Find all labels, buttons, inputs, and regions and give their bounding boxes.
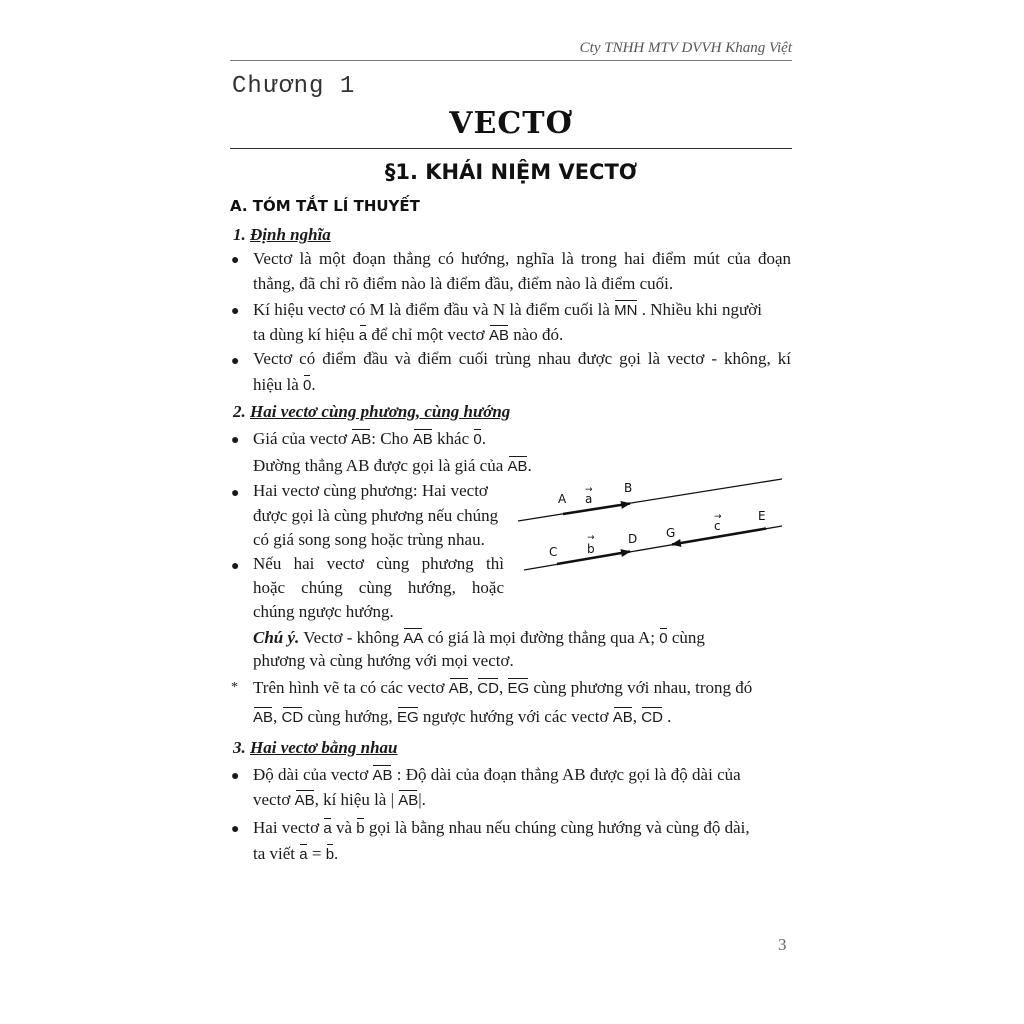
subsection-1-heading: 1. Định nghĩa <box>233 225 331 244</box>
s2-note-line2: phương và cùng hướng với mọi vectơ. <box>253 651 514 670</box>
vector-a: a <box>359 324 367 344</box>
vector-label-c: c <box>714 519 721 533</box>
vector-AB: AB <box>398 789 418 809</box>
vector-label-a: a <box>585 492 593 506</box>
vector-AB: AB <box>489 324 509 344</box>
point-label-G: G <box>666 526 676 540</box>
subsection-2-heading: 2. Hai vectơ cùng phương, cùng hướng <box>233 402 511 421</box>
vector-AA: AA <box>403 627 423 647</box>
section-title: §1. KHÁI NIỆM VECTƠ <box>384 160 638 184</box>
s1-bullet3-line1: Vectơ có điểm đầu và điểm cuối trùng nhau được gọi là vectơ - không, kí <box>253 349 791 368</box>
bullet-icon: ● <box>231 822 240 837</box>
point-label-B: B <box>624 481 633 495</box>
s2-star-line2: AB, CD cùng hướng, EG ngược hướng với các vectơ AB, CD . <box>253 707 672 726</box>
s2-star-line1: Trên hình vẽ ta có các vectơ AB, CD, EG cùng phương với nhau, trong đó <box>253 678 753 697</box>
point-label-D: D <box>628 532 638 546</box>
vector-label-b: b <box>587 542 595 556</box>
vector-b: b <box>326 843 334 863</box>
vector-zero: 0 <box>659 627 667 647</box>
bullet-icon: ● <box>231 253 240 268</box>
vector-b: b <box>356 817 364 837</box>
vector-AB: AB <box>449 677 469 697</box>
vector-AB-arrow <box>563 504 630 515</box>
s3-bullet1-line1: Độ dài của vectơ AB : Độ dài của đoạn thẳng AB được gọi là độ dài của <box>253 765 741 784</box>
point-label-A: A <box>558 492 567 506</box>
vector-a: a <box>299 843 307 863</box>
s2-note-line1: Chú ý. Vectơ - không AA có giá là mọi đường thẳng qua A; 0 cùng <box>253 628 705 647</box>
vector-arrow-icon: → <box>714 512 722 522</box>
bullet-icon: ● <box>231 769 240 784</box>
bullet-icon: ● <box>231 486 240 501</box>
bullet-icon: ● <box>231 433 240 448</box>
vector-AB: AB <box>508 455 528 475</box>
running-header: Cty TNHH MTV DVVH Khang Việt <box>579 40 792 56</box>
vector-AB: AB <box>253 706 273 726</box>
s3-bullet2-line1: Hai vectơ a và b gọi là bằng nhau nếu chúng cùng hướng và cùng độ dài, <box>253 818 750 837</box>
s1-bullet2-line2: ta dùng kí hiệu a để chỉ một vectơ AB nào đó. <box>253 325 564 344</box>
asterisk-marker: * <box>231 680 238 695</box>
title-divider <box>230 148 792 149</box>
chapter-title: VECTƠ <box>449 106 573 141</box>
vector-EG: EG <box>507 677 529 697</box>
bullet-icon: ● <box>231 559 240 574</box>
vector-AB: AB <box>372 764 392 784</box>
vector-a: a <box>323 817 331 837</box>
s2-bullet2-line3: có giá song song hoặc trùng nhau. <box>253 530 485 549</box>
vector-AB: AB <box>295 789 315 809</box>
s2-bullet1-line2: Đường thẳng AB được gọi là giá của AB. <box>253 456 532 475</box>
s1-bullet3-line2: hiệu là 0. <box>253 375 316 394</box>
s3-bullet1-line2: vectơ AB, kí hiệu là | AB|. <box>253 790 426 809</box>
vector-arrow-icon: → <box>587 533 595 543</box>
vector-arrow-icon: → <box>585 485 593 495</box>
collinear-vectors-figure <box>512 470 792 580</box>
vector-AB: AB <box>413 428 433 448</box>
s3-bullet2-line2: ta viết a = b. <box>253 844 339 863</box>
s1-bullet1-line2: thẳng, đã chỉ rõ điểm nào là điểm đầu, điểm nào là điểm cuối. <box>253 274 674 293</box>
vector-zero: 0 <box>303 374 311 394</box>
s2-bullet3-line2: hoặc chúng cùng hướng, hoặc <box>253 578 504 597</box>
s2-bullet2-line2: được gọi là cùng phương nếu chúng <box>253 506 499 525</box>
bullet-icon: ● <box>231 304 240 319</box>
part-a-heading: A. TÓM TẮT LÍ THUYẾT <box>230 197 420 215</box>
page-number: 3 <box>778 935 787 954</box>
vector-MN: MN <box>614 299 637 319</box>
header-divider <box>230 60 792 61</box>
vector-AB: AB <box>351 428 371 448</box>
s1-bullet2-line1: Kí hiệu vectơ có M là điểm đầu và N là điểm cuối là MN . Nhiều khi người <box>253 300 762 319</box>
point-label-C: C <box>549 545 558 559</box>
s2-bullet3-line1: Nếu hai vectơ cùng phương thì <box>253 554 504 573</box>
s1-bullet1-line1: Vectơ là một đoạn thẳng có hướng, nghĩa là trong hai điểm mút của đoạn <box>253 249 791 268</box>
vector-CD: CD <box>282 706 304 726</box>
s2-bullet2-line1: Hai vectơ cùng phương: Hai vectơ <box>253 481 488 500</box>
vector-EG: EG <box>397 706 419 726</box>
point-label-E: E <box>758 509 766 523</box>
vector-CD: CD <box>477 677 499 697</box>
subsection-3-heading: 3. Hai vectơ bằng nhau <box>233 738 398 757</box>
bullet-icon: ● <box>231 354 240 369</box>
vector-AB: AB <box>613 706 633 726</box>
chapter-label: Chương 1 <box>232 73 356 100</box>
vector-zero: 0 <box>473 428 481 448</box>
s2-bullet1-line1: Giá của vectơ AB: Cho AB khác 0. <box>253 429 486 448</box>
vector-CD: CD <box>641 706 663 726</box>
s2-bullet3-line3: chúng ngược hướng. <box>253 602 394 621</box>
